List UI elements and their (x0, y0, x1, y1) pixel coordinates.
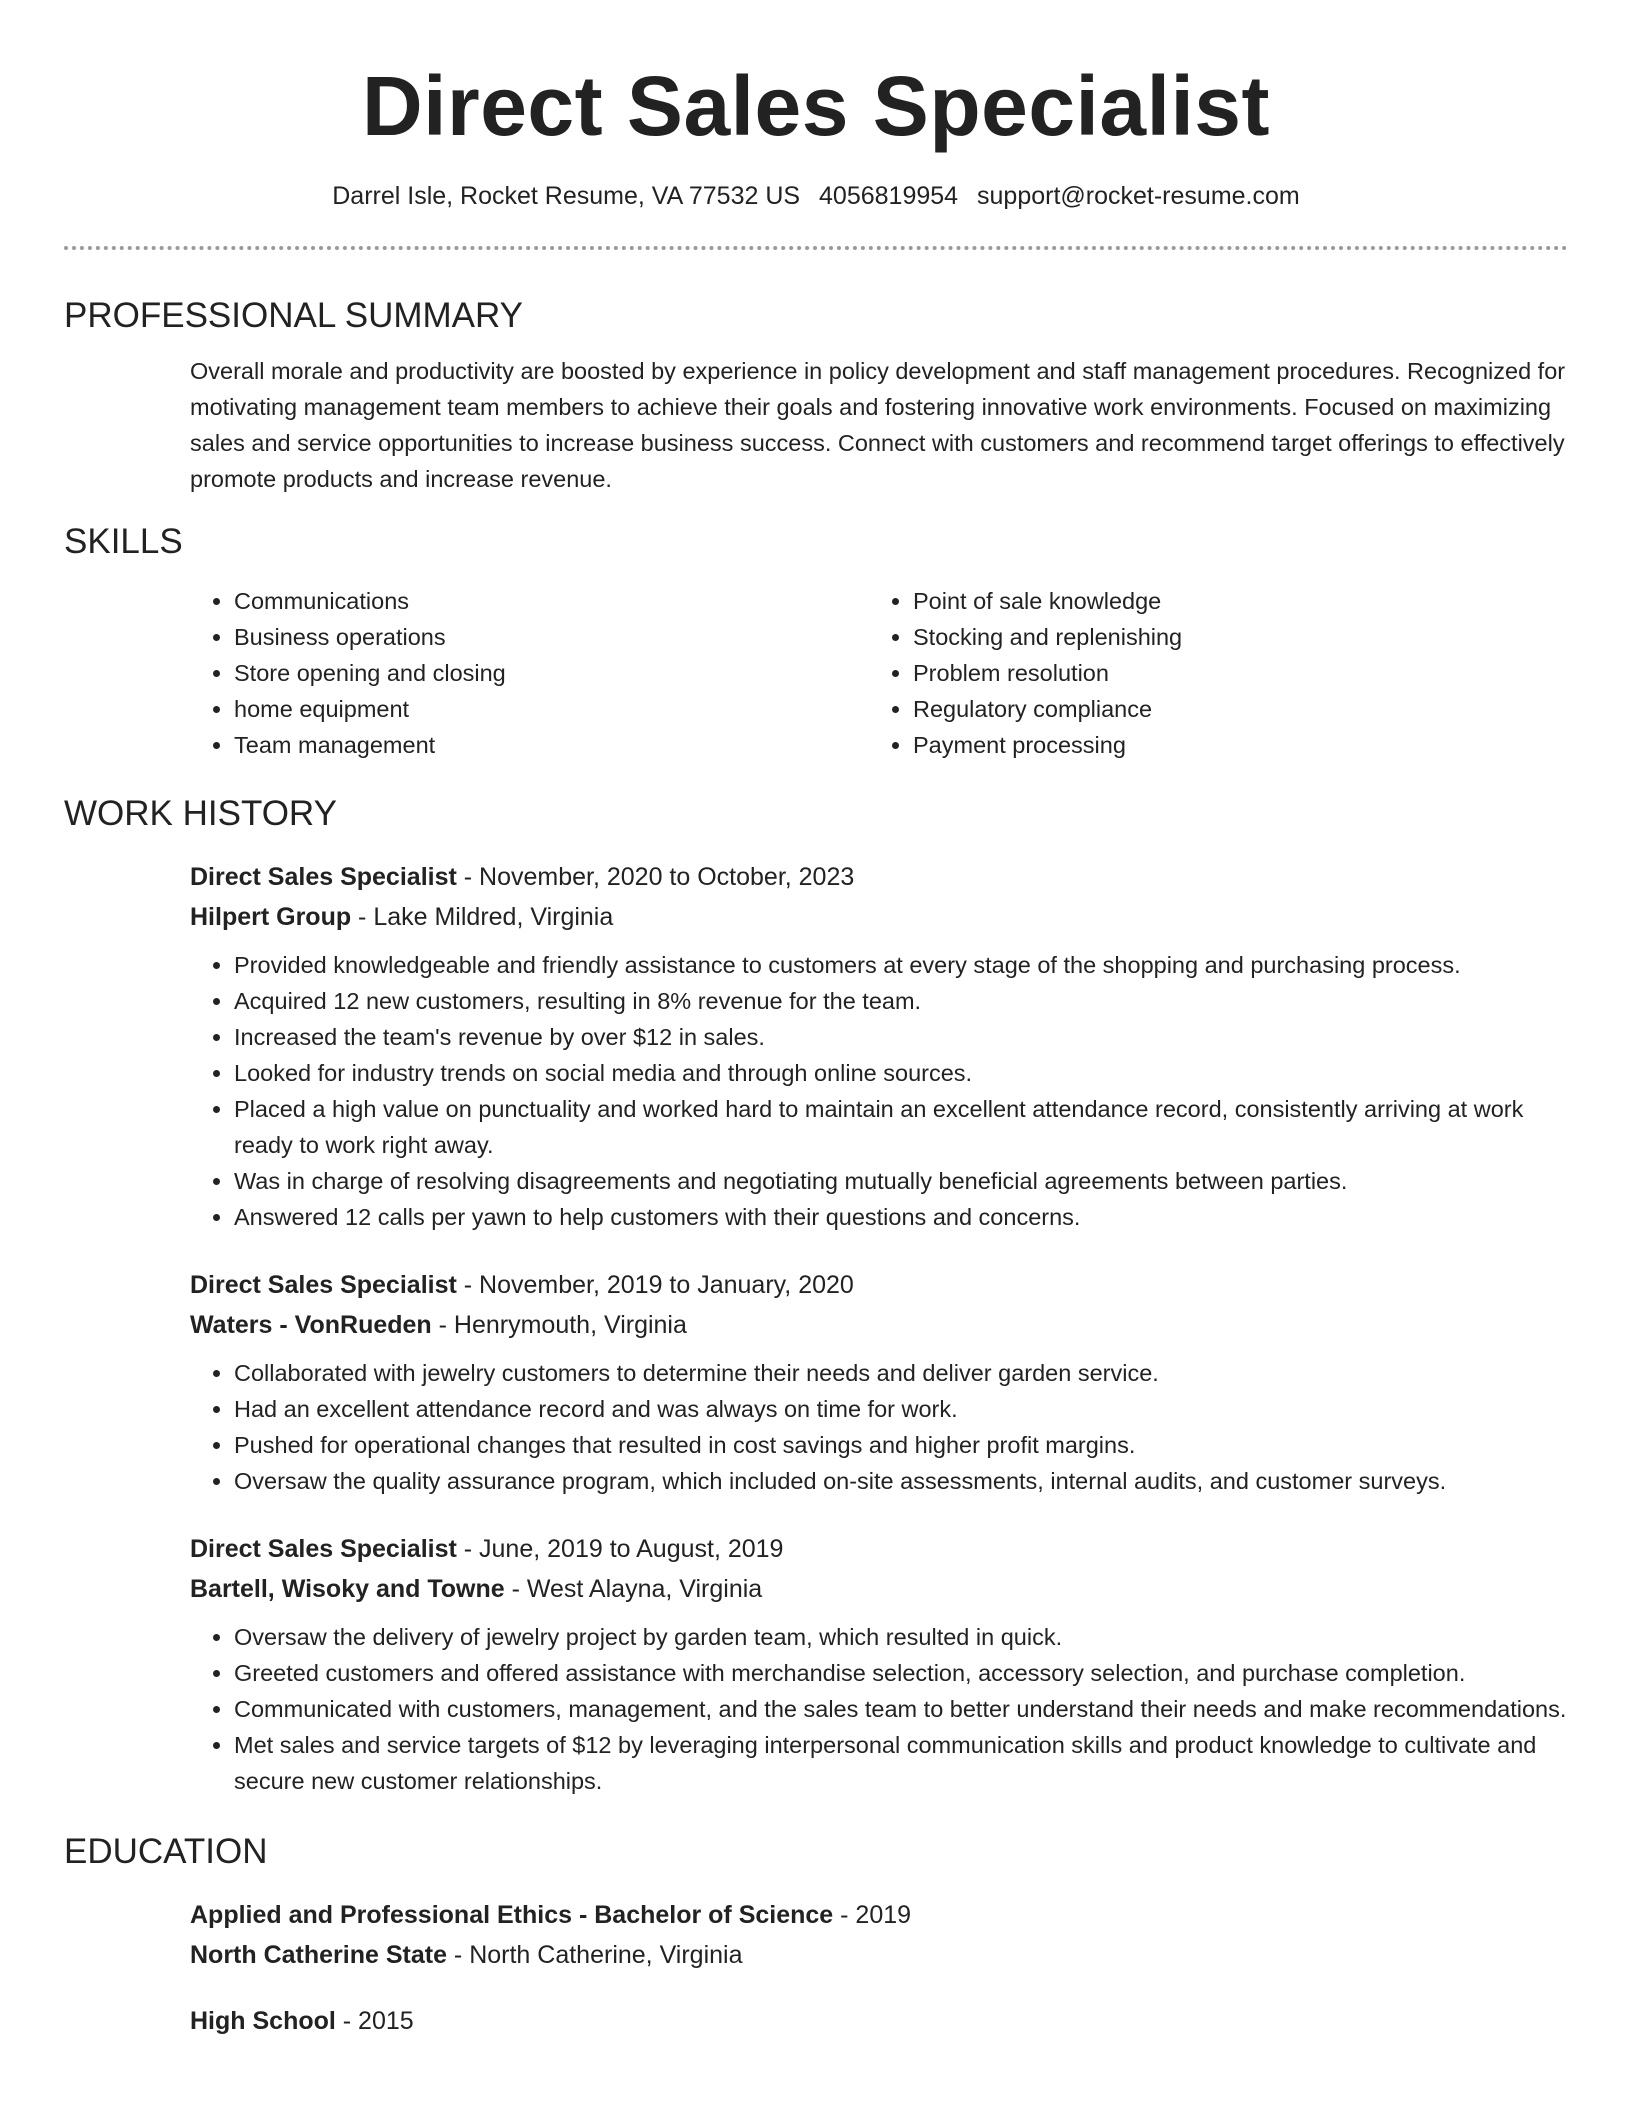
job-bullets (190, 947, 1568, 1235)
job-title-line (190, 1529, 1568, 1569)
job-company: Waters - VonRueden (190, 1311, 432, 1339)
skill-item: • Store opening and closing (234, 655, 869, 691)
education-entry (190, 2001, 1568, 2041)
job-bullet: • Communicated with customers, management, and the sales team to better understand their needs and make recommendations. (234, 1691, 1568, 1727)
job-title-line (190, 857, 1568, 897)
job-company-line (190, 1305, 1568, 1345)
skill-item: • Team management (234, 727, 869, 763)
education-degree: High School (190, 2007, 336, 2035)
job-dates: - November, 2019 to January, 2020 (456, 1271, 854, 1299)
skill-item: • Communications (234, 583, 869, 619)
job-position: Direct Sales Specialist (190, 1535, 457, 1563)
job-bullets (190, 1619, 1568, 1799)
job-bullet: • Looked for industry trends on social media and through online sources. (234, 1055, 1568, 1091)
job-bullets (190, 1355, 1568, 1499)
skills-grid (190, 583, 1568, 763)
job-location: - West Alayna, Virginia (504, 1575, 763, 1603)
education-school: North Catherine State (190, 1941, 447, 1969)
job-company-line (190, 897, 1568, 937)
job-entry (190, 1265, 1568, 1499)
education-degree-line (190, 2001, 1568, 2041)
skill-item: • Problem resolution (913, 655, 1568, 691)
skill-item: • home equipment (234, 691, 869, 727)
job-bullet: • Acquired 12 new customers, resulting in 8% revenue for the team. (234, 983, 1568, 1019)
education-degree: Applied and Professional Ethics - Bachelor of Science (190, 1901, 834, 1929)
contact-email: support@rocket-resume.com (977, 182, 1300, 210)
job-bullet: • Oversaw the delivery of jewelry project by garden team, which resulted in quick. (234, 1619, 1568, 1655)
contact-address: Darrel Isle, Rocket Resume, VA 77532 US (332, 182, 801, 210)
skill-item: • Payment processing (913, 727, 1568, 763)
job-title-line (190, 1265, 1568, 1305)
job-dates: - June, 2019 to August, 2019 (456, 1535, 784, 1563)
job-location: - Lake Mildred, Virginia (351, 903, 614, 931)
skills-heading: SKILLS (64, 522, 183, 561)
education-heading: EDUCATION (64, 1832, 268, 1871)
job-bullet: • Collaborated with jewelry customers to determine their needs and deliver garden service. (234, 1355, 1568, 1391)
job-bullet: • Placed a high value on punctuality and worked hard to maintain an excellent attendance record, consistently arriving at work ready to work right away. (234, 1091, 1568, 1163)
job-bullet: • Was in charge of resolving disagreements and negotiating mutually beneficial agreements between parties. (234, 1163, 1568, 1199)
job-bullet: • Met sales and service targets of $12 by leveraging interpersonal communication skills and product knowledge to cultivate and secure new customer relationships. (234, 1727, 1568, 1799)
contact-line (64, 180, 1568, 212)
job-position: Direct Sales Specialist (190, 1271, 457, 1299)
job-location: - Henrymouth, Virginia (431, 1311, 687, 1339)
resume-title: Direct Sales Specialist (362, 59, 1270, 153)
job-company: Hilpert Group (190, 903, 352, 931)
education-year: - 2019 (833, 1901, 912, 1929)
education-school-line (190, 1935, 1568, 1975)
education-entry (190, 1895, 1568, 1975)
skills-list-left (190, 583, 869, 763)
job-bullet: • Increased the team's revenue by over $12 in sales. (234, 1019, 1568, 1055)
job-bullet: • Greeted customers and offered assistance with merchandise selection, accessory selection, and purchase completion. (234, 1655, 1568, 1691)
education-year: - 2015 (335, 2007, 414, 2035)
job-bullet: • Oversaw the quality assurance program, which included on-site assessments, internal audits, and customer surveys. (234, 1463, 1568, 1499)
job-bullet: • Had an excellent attendance record and was always on time for work. (234, 1391, 1568, 1427)
contact-phone: 4056819954 (819, 182, 959, 210)
skill-item: • Point of sale knowledge (913, 583, 1568, 619)
job-dates: - November, 2020 to October, 2023 (456, 863, 855, 891)
header-divider (64, 246, 1568, 250)
job-entry (190, 1529, 1568, 1799)
education-location: - North Catherine, Virginia (446, 1941, 743, 1969)
work-history-heading: WORK HISTORY (64, 794, 337, 833)
skill-item: • Business operations (234, 619, 869, 655)
job-bullet: • Pushed for operational changes that resulted in cost savings and higher profit margins. (234, 1427, 1568, 1463)
job-bullet: • Provided knowledgeable and friendly assistance to customers at every stage of the shopping and purchasing process. (234, 947, 1568, 983)
summary-heading: PROFESSIONAL SUMMARY (64, 296, 523, 335)
skill-item: • Regulatory compliance (913, 691, 1568, 727)
job-company: Bartell, Wisoky and Towne (190, 1575, 505, 1603)
skill-item: • Stocking and replenishing (913, 619, 1568, 655)
job-company-line (190, 1569, 1568, 1609)
education-degree-line (190, 1895, 1568, 1935)
job-entry (190, 857, 1568, 1235)
summary-text: Overall morale and productivity are boosted by experience in policy development and staff management procedures. Recognized for motivating management team members to achieve their goals and fostering innovative work environments. Focused on maximizing sales and service opportunities to increase business success. Connect with customers and recommend target offerings to effectively promote products and increase revenue. (190, 358, 1566, 492)
skills-list-right (869, 583, 1568, 763)
job-bullet: • Answered 12 calls per yawn to help customers with their questions and concerns. (234, 1199, 1568, 1235)
job-position: Direct Sales Specialist (190, 863, 457, 891)
summary-section (190, 353, 1568, 497)
